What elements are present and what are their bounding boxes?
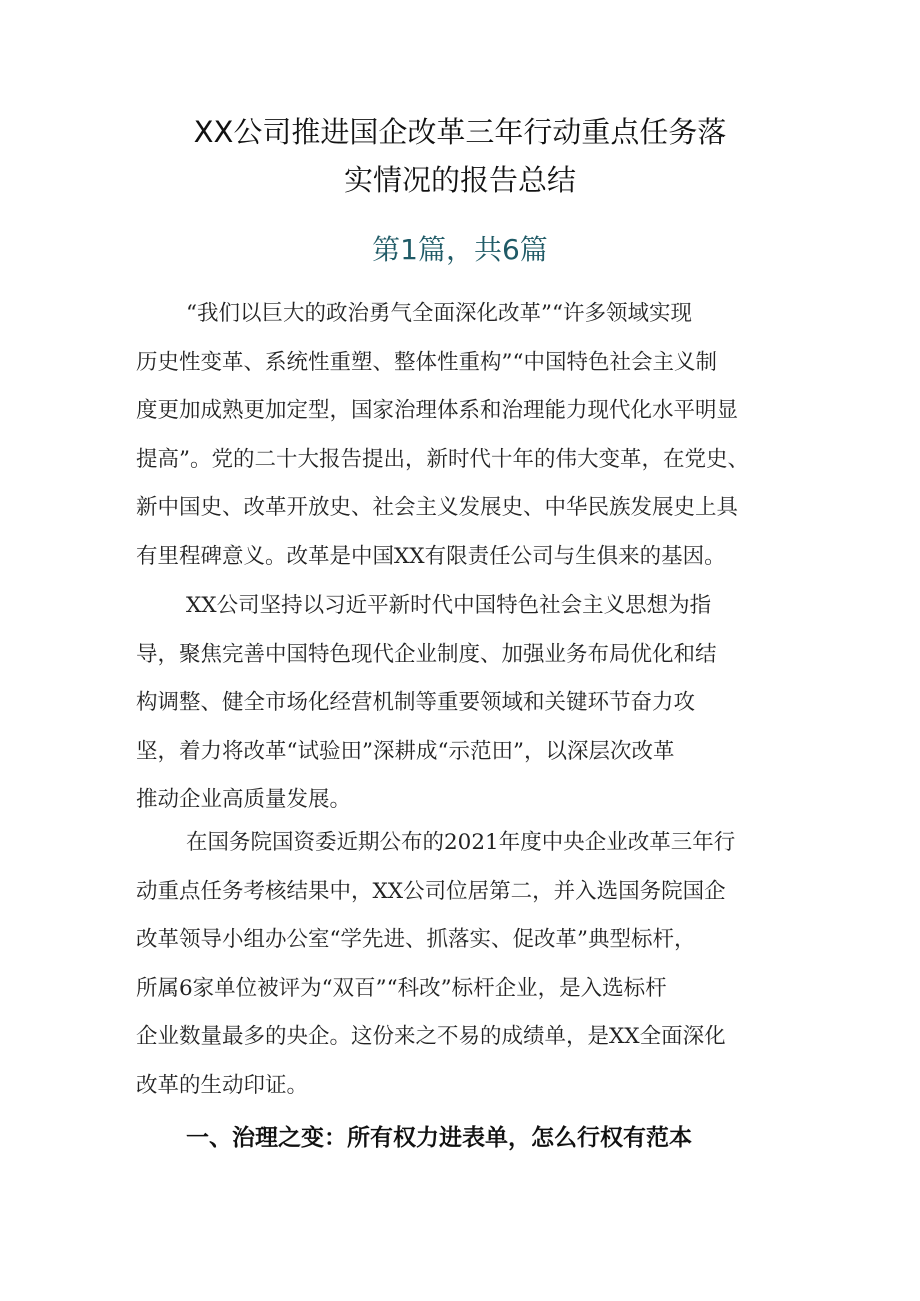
document-title-line-2: 实情况的报告总结	[343, 163, 576, 197]
paragraph-line: 改革的生动印证。	[136, 1072, 309, 1098]
paragraph-line: 动重点任务考核结果中，XX公司位居第二，并入选国务院国企	[136, 878, 726, 904]
paragraph-line: 新中国史、改革开放史、社会主义发展史、中华民族发展史上具	[136, 495, 739, 521]
paragraph-line: 构调整、健全市场化经营机制等重要领域和关键环节奋力攻	[136, 690, 696, 716]
paragraph-line: 度更加成熟更加定型，国家治理体系和治理能力现代化水平明显	[136, 398, 739, 424]
paragraph-line: 有里程碑意义。改革是中国XX有限责任公司与生俱来的基因。	[136, 543, 726, 569]
paragraph-3	[136, 819, 735, 1111]
paragraph-line: 改革领导小组办公室“学先进、抓落实、促改革”典型标杆，	[136, 927, 696, 953]
paragraph-line: “我们以巨大的政治勇气全面深化改革”“许多领域实现	[186, 301, 692, 326]
paragraph-line: 提高”。党的二十大报告提出，新时代十年的伟大变革，在党史、	[136, 446, 749, 472]
part-indicator: 第1篇，共6篇	[372, 233, 548, 266]
paragraph-line: 推动企业高质量发展。	[136, 787, 352, 813]
paragraph-line: 在国务院国资委近期公布的2021年度中央企业改革三年行	[186, 830, 736, 855]
paragraph-line: XX公司坚持以习近平新时代中国特色社会主义思想为指	[186, 593, 712, 618]
paragraph-line: 导，聚焦完善中国特色现代企业制度、加强业务布局优化和结	[136, 641, 717, 667]
document-title-line-1: XX公司推进国企改革三年行动重点任务落	[193, 115, 727, 149]
paragraph-2	[136, 582, 717, 825]
paragraph-1	[136, 290, 749, 582]
paragraph-line: 历史性变革、系统性重塑、整体性重构”“中国特色社会主义制	[136, 349, 717, 375]
section-heading: 一、治理之变：所有权力进表单，怎么行权有范本	[186, 1125, 692, 1151]
paragraph-line: 所属6家单位被评为“双百”“科改”标杆企业，是入选标杆	[136, 975, 667, 1001]
paragraph-line: 坚，着力将改革“试验田”深耕成“示范田”，以深层次改革	[136, 738, 675, 764]
paragraph-line: 企业数量最多的央企。这份来之不易的成绩单，是XX全面深化	[136, 1024, 726, 1050]
